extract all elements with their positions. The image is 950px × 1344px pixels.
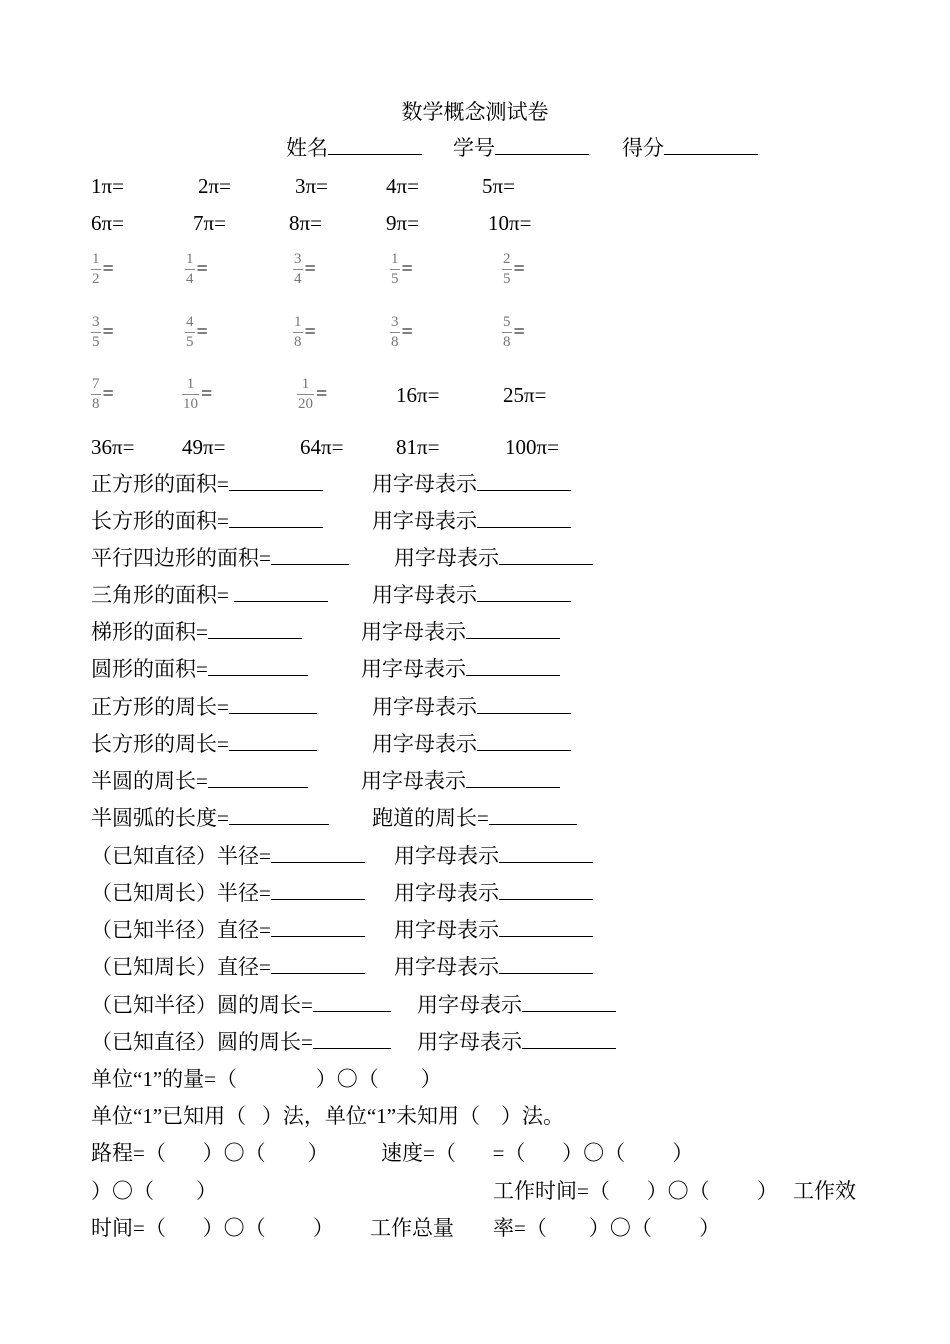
denominator: 4 bbox=[294, 271, 302, 287]
formula-row bbox=[91, 881, 365, 905]
numerator: 3 bbox=[92, 314, 100, 330]
name-blank[interactable] bbox=[328, 136, 422, 155]
equals-sign: = bbox=[513, 258, 525, 280]
numerator: 5 bbox=[503, 314, 511, 330]
pi-item: 2π= bbox=[198, 174, 231, 198]
pi-item: 6π= bbox=[91, 211, 124, 235]
formula-label: 长方形的面积= bbox=[91, 509, 229, 533]
pi-item: 100π= bbox=[505, 435, 559, 459]
formula-row bbox=[91, 955, 365, 979]
numerator: 2 bbox=[503, 251, 511, 267]
equals-sign: = bbox=[201, 383, 213, 405]
numerator: 1 bbox=[294, 314, 302, 330]
letter-blank[interactable] bbox=[499, 918, 593, 937]
formula-row bbox=[91, 769, 308, 793]
fraction bbox=[91, 251, 101, 288]
pi-item: 81π= bbox=[396, 435, 440, 459]
letter-form bbox=[394, 918, 593, 942]
numerator: 1 bbox=[391, 251, 399, 267]
formula-label: 长方形的周长= bbox=[91, 732, 229, 756]
fraction-item bbox=[390, 314, 413, 351]
formula-row bbox=[91, 472, 323, 496]
formula-label: （已知直径）半径= bbox=[91, 844, 271, 868]
numerator: 7 bbox=[92, 376, 100, 392]
score-field bbox=[622, 136, 758, 160]
letter-blank[interactable] bbox=[466, 769, 560, 788]
denominator: 5 bbox=[92, 334, 100, 350]
formula-label: 平行四边形的面积= bbox=[91, 546, 271, 570]
speed-formula: 速度=（ =（ ）〇（ ） bbox=[381, 1141, 694, 1165]
numerator: 3 bbox=[391, 314, 399, 330]
denominator: 10 bbox=[183, 396, 198, 412]
fraction-item bbox=[502, 251, 525, 288]
fraction bbox=[182, 376, 199, 413]
letter-blank[interactable] bbox=[522, 993, 616, 1012]
letter-label: 用字母表示 bbox=[394, 844, 499, 868]
denominator: 5 bbox=[391, 271, 399, 287]
formula-row bbox=[91, 1030, 391, 1054]
track-label: 跑道的周长= bbox=[372, 806, 489, 830]
formula-row bbox=[91, 918, 365, 942]
equals-sign: = bbox=[513, 321, 525, 343]
denominator: 8 bbox=[294, 334, 302, 350]
letter-blank[interactable] bbox=[499, 955, 593, 974]
letter-blank[interactable] bbox=[466, 657, 560, 676]
denominator: 8 bbox=[92, 396, 100, 412]
formula-label: 梯形的面积= bbox=[91, 620, 208, 644]
letter-blank[interactable] bbox=[499, 881, 593, 900]
fraction-item bbox=[390, 251, 413, 288]
pi-item: 8π= bbox=[289, 211, 322, 235]
work-efficiency-label: 工作效 bbox=[793, 1179, 856, 1203]
fraction bbox=[502, 314, 512, 351]
work-total-label: 工作总量 bbox=[370, 1216, 454, 1240]
letter-label: 用字母表示 bbox=[372, 509, 477, 533]
answer-blank[interactable] bbox=[313, 1030, 391, 1049]
fraction bbox=[293, 251, 303, 288]
fraction bbox=[91, 314, 101, 351]
answer-blank[interactable] bbox=[229, 806, 329, 825]
letter-form bbox=[417, 993, 616, 1017]
letter-label: 用字母表示 bbox=[417, 1030, 522, 1054]
pi-item: 25π= bbox=[503, 383, 547, 407]
formula-row bbox=[91, 844, 365, 868]
page-title: 数学概念测试卷 bbox=[401, 100, 549, 124]
fraction bbox=[91, 376, 101, 413]
answer-blank[interactable] bbox=[208, 769, 308, 788]
formula-label: 半圆弧的长度= bbox=[91, 806, 229, 830]
numerator: 1 bbox=[186, 376, 195, 392]
formula-label: （已知周长）半径= bbox=[91, 881, 271, 905]
unit-one-quantity: 单位“1”的量=（ ）〇（ ） bbox=[91, 1067, 442, 1091]
work-time-formula: 工作时间=（ ）〇（ ） bbox=[493, 1179, 778, 1203]
letter-form bbox=[361, 620, 560, 644]
letter-label: 用字母表示 bbox=[394, 881, 499, 905]
letter-form bbox=[372, 509, 571, 533]
fraction-item bbox=[293, 314, 316, 351]
letter-form bbox=[417, 1030, 616, 1054]
id-label: 学号 bbox=[453, 136, 495, 160]
letter-label: 用字母表示 bbox=[372, 732, 477, 756]
equals-sign: = bbox=[102, 383, 114, 405]
letter-blank[interactable] bbox=[477, 695, 571, 714]
equals-sign: = bbox=[401, 321, 413, 343]
fraction-item bbox=[502, 314, 525, 351]
formula-label: （已知半径）直径= bbox=[91, 918, 271, 942]
formula-row bbox=[91, 546, 349, 570]
letter-label: 用字母表示 bbox=[417, 993, 522, 1017]
numerator: 3 bbox=[294, 251, 302, 267]
letter-form bbox=[361, 657, 560, 681]
formula-label: （已知周长）直径= bbox=[91, 955, 271, 979]
score-blank[interactable] bbox=[664, 136, 758, 155]
pi-item: 10π= bbox=[488, 211, 532, 235]
denominator: 5 bbox=[503, 271, 511, 287]
formula-label: 正方形的面积= bbox=[91, 472, 229, 496]
letter-form bbox=[372, 583, 571, 607]
fraction bbox=[390, 314, 400, 351]
answer-blank[interactable] bbox=[271, 546, 349, 565]
equals-sign: = bbox=[196, 258, 208, 280]
letter-blank[interactable] bbox=[477, 732, 571, 751]
letter-label: 用字母表示 bbox=[361, 620, 466, 644]
letter-blank[interactable] bbox=[477, 472, 571, 491]
formula-row bbox=[91, 620, 302, 644]
letter-label: 用字母表示 bbox=[372, 695, 477, 719]
letter-form bbox=[372, 472, 571, 496]
fraction bbox=[390, 251, 400, 288]
letter-blank[interactable] bbox=[499, 844, 593, 863]
numerator: 4 bbox=[186, 314, 194, 330]
equals-sign: = bbox=[304, 321, 316, 343]
letter-blank[interactable] bbox=[499, 546, 593, 565]
id-field bbox=[453, 136, 589, 160]
answer-blank[interactable] bbox=[229, 509, 323, 528]
formula-row bbox=[91, 583, 328, 607]
track-perimeter bbox=[372, 806, 577, 830]
equals-sign: = bbox=[196, 321, 208, 343]
answer-blank[interactable] bbox=[271, 881, 365, 900]
answer-blank[interactable] bbox=[234, 583, 328, 602]
name-label: 姓名 bbox=[286, 136, 328, 160]
letter-form bbox=[372, 695, 571, 719]
id-blank[interactable] bbox=[495, 136, 589, 155]
numerator: 1 bbox=[92, 251, 100, 267]
denominator: 2 bbox=[92, 271, 100, 287]
answer-blank[interactable] bbox=[271, 844, 365, 863]
formula-label: 正方形的周长= bbox=[91, 695, 229, 719]
formula-label: （已知直径）圆的周长= bbox=[91, 1030, 313, 1054]
unit-one-method: 单位“1”已知用（ ）法，单位“1”未知用（ ）法。 bbox=[91, 1104, 565, 1128]
answer-blank[interactable] bbox=[271, 955, 365, 974]
fraction bbox=[185, 314, 195, 351]
letter-form bbox=[361, 769, 560, 793]
letter-blank[interactable] bbox=[522, 1030, 616, 1049]
score-label: 得分 bbox=[622, 136, 664, 160]
formula-row bbox=[91, 993, 391, 1017]
letter-form bbox=[394, 881, 593, 905]
track-blank[interactable] bbox=[489, 806, 577, 825]
pi-item: 1π= bbox=[91, 174, 124, 198]
fraction-item bbox=[91, 251, 114, 288]
letter-label: 用字母表示 bbox=[372, 472, 477, 496]
pi-item: 3π= bbox=[295, 174, 328, 198]
letter-label: 用字母表示 bbox=[394, 918, 499, 942]
equals-sign: = bbox=[102, 321, 114, 343]
fraction bbox=[185, 251, 195, 288]
pi-item: 36π= bbox=[91, 435, 135, 459]
answer-blank[interactable] bbox=[208, 657, 308, 676]
work-efficiency-formula: 率=（ ）〇（ ） bbox=[493, 1216, 721, 1240]
equals-sign: = bbox=[316, 383, 328, 405]
letter-label: 用字母表示 bbox=[394, 546, 499, 570]
letter-blank[interactable] bbox=[466, 620, 560, 639]
formula-label: 三角形的面积= bbox=[91, 583, 235, 607]
letter-form bbox=[394, 955, 593, 979]
formula-label: （已知半径）圆的周长= bbox=[91, 993, 313, 1017]
denominator: 20 bbox=[298, 396, 313, 412]
pi-item: 9π= bbox=[386, 211, 419, 235]
denominator: 8 bbox=[503, 334, 511, 350]
pi-item: 4π= bbox=[386, 174, 419, 198]
letter-form bbox=[394, 844, 593, 868]
numerator: 1 bbox=[186, 251, 194, 267]
formula-row bbox=[91, 695, 317, 719]
pi-item: 7π= bbox=[193, 211, 226, 235]
fraction bbox=[293, 314, 303, 351]
answer-blank[interactable] bbox=[229, 472, 323, 491]
denominator: 5 bbox=[186, 334, 194, 350]
fraction-item bbox=[182, 376, 212, 413]
time-formula: 时间=（ ）〇（ ） bbox=[91, 1216, 334, 1240]
fraction bbox=[502, 251, 512, 288]
answer-blank[interactable] bbox=[229, 695, 317, 714]
formula-row bbox=[91, 806, 329, 830]
fraction-item bbox=[185, 251, 208, 288]
letter-label: 用字母表示 bbox=[361, 769, 466, 793]
equals-sign: = bbox=[304, 258, 316, 280]
formula-label: 圆形的面积= bbox=[91, 657, 208, 681]
letter-form bbox=[372, 732, 571, 756]
letter-label: 用字母表示 bbox=[361, 657, 466, 681]
denominator: 8 bbox=[391, 334, 399, 350]
answer-blank[interactable] bbox=[208, 620, 302, 639]
letter-blank[interactable] bbox=[477, 583, 571, 602]
fraction-item bbox=[91, 314, 114, 351]
fraction-item bbox=[293, 251, 316, 288]
formula-row bbox=[91, 509, 323, 533]
formula-row bbox=[91, 732, 317, 756]
pi-item: 16π= bbox=[396, 383, 440, 407]
equals-sign: = bbox=[102, 258, 114, 280]
fraction-item bbox=[91, 376, 114, 413]
formula-label: 半圆的周长= bbox=[91, 769, 208, 793]
letter-form bbox=[394, 546, 593, 570]
letter-label: 用字母表示 bbox=[394, 955, 499, 979]
answer-blank[interactable] bbox=[313, 993, 391, 1012]
letter-label: 用字母表示 bbox=[372, 583, 477, 607]
equals-sign: = bbox=[401, 258, 413, 280]
numerator: 1 bbox=[301, 376, 310, 392]
pi-item: 64π= bbox=[300, 435, 344, 459]
fraction bbox=[297, 376, 314, 413]
fraction-item bbox=[185, 314, 208, 351]
letter-blank[interactable] bbox=[477, 509, 571, 528]
fraction-item bbox=[297, 376, 327, 413]
distance-formula: 路程=（ ）〇（ ） bbox=[91, 1141, 329, 1165]
denominator: 4 bbox=[186, 271, 194, 287]
formula-row bbox=[91, 657, 308, 681]
answer-blank[interactable] bbox=[271, 918, 365, 937]
pi-item: 49π= bbox=[182, 435, 226, 459]
time-formula-part: ）〇（ ） bbox=[91, 1179, 217, 1203]
answer-blank[interactable] bbox=[229, 732, 317, 751]
name-field bbox=[286, 136, 422, 160]
pi-item: 5π= bbox=[482, 174, 515, 198]
